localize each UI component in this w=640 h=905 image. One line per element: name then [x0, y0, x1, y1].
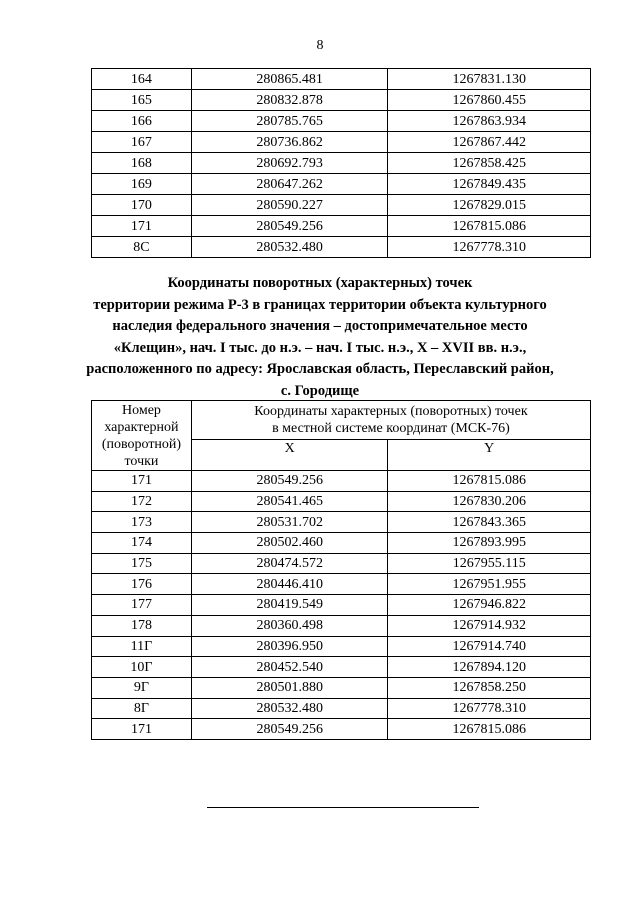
x-coordinate-cell: 280647.262 — [191, 174, 388, 195]
point-number-cell: 8С — [92, 237, 192, 258]
x-coordinate-cell: 280532.480 — [191, 698, 388, 719]
y-coordinate-cell: 1267815.086 — [388, 471, 591, 492]
x-coordinate-cell: 280590.227 — [191, 195, 388, 216]
point-number-cell: 171 — [92, 471, 192, 492]
footer-rule — [207, 807, 479, 808]
x-coordinate-cell: 280549.256 — [191, 719, 388, 740]
y-coordinate-cell: 1267843.365 — [388, 512, 591, 533]
point-number-cell: 172 — [92, 491, 192, 512]
table-row — [92, 512, 591, 533]
y-coordinate-cell: 1267778.310 — [388, 237, 591, 258]
table-row — [92, 471, 591, 492]
x-coordinate-cell: 280785.765 — [191, 111, 388, 132]
point-number-header — [92, 401, 192, 471]
table-header-row — [92, 401, 591, 440]
y-coordinate-cell: 1267858.250 — [388, 677, 591, 698]
x-coordinate-cell: 280396.950 — [191, 636, 388, 657]
table-row — [92, 237, 591, 258]
x-coordinate-cell: 280549.256 — [191, 471, 388, 492]
coordinates-table-r3-body — [92, 401, 591, 740]
point-number-cell: 171 — [92, 216, 192, 237]
table-row — [92, 574, 591, 595]
y-coordinate-cell: 1267778.310 — [388, 698, 591, 719]
x-coordinate-cell: 280452.540 — [191, 657, 388, 678]
table-row — [92, 636, 591, 657]
header-line: Номер — [122, 402, 161, 418]
table-row — [92, 174, 591, 195]
y-coordinate-cell: 1267830.206 — [388, 491, 591, 512]
section-heading-line: расположенного по адресу: Ярославская область, Переславский район, — [86, 361, 554, 378]
x-coordinate-cell: 280446.410 — [191, 574, 388, 595]
table-row — [92, 195, 591, 216]
point-number-cell: 164 — [92, 69, 192, 90]
table-row — [92, 216, 591, 237]
table-row — [92, 69, 591, 90]
x-coordinate-cell: 280865.481 — [191, 69, 388, 90]
y-column-header: Y — [388, 440, 591, 471]
point-number-cell: 175 — [92, 553, 192, 574]
x-coordinate-cell: 280419.549 — [191, 595, 388, 616]
table-row — [92, 491, 591, 512]
section-heading-line: с. Городище — [280, 382, 360, 399]
page-number: 8 — [316, 38, 324, 53]
section-heading-line: наследия федерального значения – достопримечательное место — [112, 318, 528, 335]
x-coordinate-cell: 280532.480 — [191, 237, 388, 258]
header-line: Координаты характерных (поворотных) точек — [254, 404, 528, 419]
point-number-cell: 10Г — [92, 657, 192, 678]
point-number-cell: 170 — [92, 195, 192, 216]
y-coordinate-cell: 1267815.086 — [388, 216, 591, 237]
y-coordinate-cell: 1267863.934 — [388, 111, 591, 132]
x-coordinate-cell: 280736.862 — [191, 132, 388, 153]
y-coordinate-cell: 1267860.455 — [388, 90, 591, 111]
table-row — [92, 615, 591, 636]
header-line: в местной системе координат (МСК-76) — [272, 421, 510, 436]
y-coordinate-cell: 1267914.740 — [388, 636, 591, 657]
point-number-cell: 165 — [92, 90, 192, 111]
y-coordinate-cell: 1267849.435 — [388, 174, 591, 195]
section-heading-line: территории режима Р-3 в границах территории объекта культурного — [93, 296, 547, 313]
table-row — [92, 132, 591, 153]
table-row — [92, 657, 591, 678]
x-coordinate-cell: 280474.572 — [191, 553, 388, 574]
x-coordinate-cell: 280541.465 — [191, 491, 388, 512]
point-number-cell: 177 — [92, 595, 192, 616]
coordinates-table-r3 — [91, 400, 591, 740]
x-coordinate-cell: 280502.460 — [191, 533, 388, 554]
table-row — [92, 153, 591, 174]
point-number-cell: 167 — [92, 132, 192, 153]
coordinates-table-continued — [91, 68, 591, 258]
table-row — [92, 533, 591, 554]
point-number-cell: 176 — [92, 574, 192, 595]
header-line: точки — [124, 453, 159, 469]
point-number-cell: 9Г — [92, 677, 192, 698]
x-coordinate-cell: 280531.702 — [191, 512, 388, 533]
x-coordinate-cell: 280549.256 — [191, 216, 388, 237]
y-coordinate-cell: 1267951.955 — [388, 574, 591, 595]
point-number-cell: 178 — [92, 615, 192, 636]
point-number-cell: 169 — [92, 174, 192, 195]
coordinates-header — [191, 401, 590, 440]
x-coordinate-cell: 280692.793 — [191, 153, 388, 174]
y-coordinate-cell: 1267867.442 — [388, 132, 591, 153]
table-row — [92, 595, 591, 616]
section-heading — [60, 273, 580, 403]
table-row — [92, 111, 591, 132]
y-coordinate-cell: 1267893.995 — [388, 533, 591, 554]
section-heading-line: Координаты поворотных (характерных) точек — [167, 275, 473, 291]
y-coordinate-cell: 1267815.086 — [388, 719, 591, 740]
table-row — [92, 553, 591, 574]
point-number-cell: 8Г — [92, 698, 192, 719]
x-coordinate-cell: 280360.498 — [191, 615, 388, 636]
point-number-cell: 173 — [92, 512, 192, 533]
point-number-cell: 174 — [92, 533, 192, 554]
table-row — [92, 677, 591, 698]
x-coordinate-cell: 280832.878 — [191, 90, 388, 111]
x-coordinate-cell: 280501.880 — [191, 677, 388, 698]
section-heading-line: «Клещин», нач. I тыс. до н.э. – нач. I тыс. н.э., X – XVII вв. н.э., — [113, 339, 527, 356]
point-number-cell: 166 — [92, 111, 192, 132]
y-coordinate-cell: 1267894.120 — [388, 657, 591, 678]
y-coordinate-cell: 1267831.130 — [388, 69, 591, 90]
y-coordinate-cell: 1267946.822 — [388, 595, 591, 616]
header-line: (поворотной) — [101, 436, 182, 452]
y-coordinate-cell: 1267858.425 — [388, 153, 591, 174]
y-coordinate-cell: 1267955.115 — [388, 553, 591, 574]
y-coordinate-cell: 1267829.015 — [388, 195, 591, 216]
point-number-cell: 168 — [92, 153, 192, 174]
table-row — [92, 698, 591, 719]
header-line: характерной — [104, 419, 179, 435]
coordinates-table-continued-body — [92, 69, 591, 258]
point-number-cell: 171 — [92, 719, 192, 740]
x-column-header: X — [191, 440, 388, 471]
point-number-cell: 11Г — [92, 636, 192, 657]
table-row — [92, 719, 591, 740]
table-row — [92, 90, 591, 111]
y-coordinate-cell: 1267914.932 — [388, 615, 591, 636]
